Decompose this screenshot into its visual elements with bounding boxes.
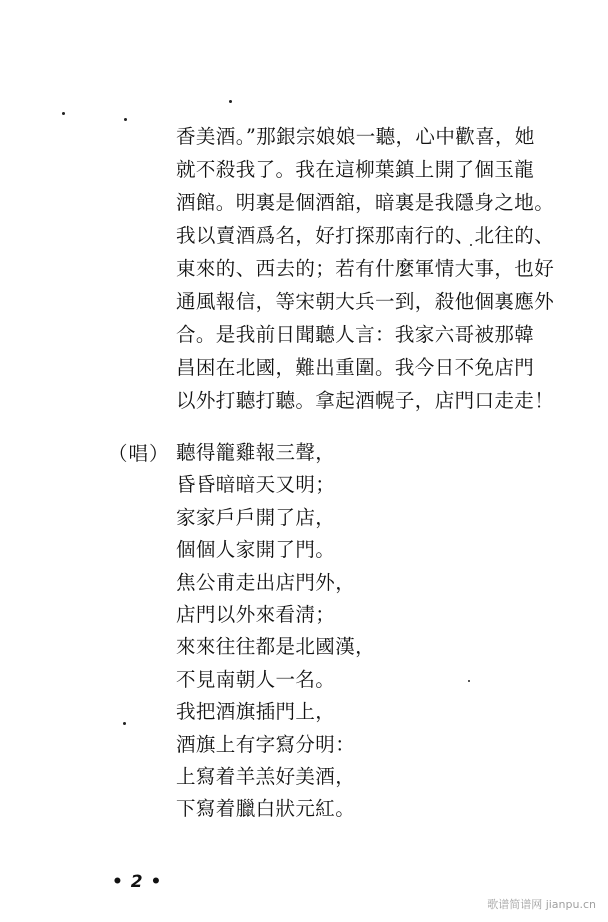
prose-line: 就不殺我了。我在這柳葉鎮上開了個玉龍 [176,158,535,181]
verse-line: 個個人家開了門。 [176,538,336,562]
prose-line: 昌困在北國，難出重圍。我今日不免店門 [176,356,535,379]
verse-line: 焦公甫走出店門外， [176,570,356,594]
verse-block [176,437,536,826]
print-speck [62,112,65,115]
print-speck [123,722,126,725]
verse-line: 上寫着羊羔好美酒， [176,764,356,788]
verse-line: 店門以外來看淸； [176,602,336,626]
page-number-value: 2 [130,872,144,892]
verse-line: 昏昏暗暗天又明； [176,473,336,497]
prose-line: 合。是我前日聞聽人言：我家六哥被那韓 [176,323,535,346]
verse-line: 下寫着臘白狀元紅。 [176,797,356,821]
verse-line: 聽得籠雞報三聲， [176,441,336,464]
prose-line: 我以賣酒爲名，好打探那南行的、北往的、 [176,224,555,247]
prose-line: 香美酒。”那銀宗娘娘一聽，心中歡喜，她 [176,125,535,148]
verse-line: 我把酒旗插門上， [176,700,336,724]
verse-line: 家家戶戶開了店， [176,505,336,529]
page-number-dot: • [112,872,131,892]
prose-line: 通風報信，等宋朝大兵一到，殺他個裏應外 [176,290,555,313]
verse-line: 酒旗上有字寫分明： [176,732,356,756]
print-speck [229,100,232,103]
page-number [112,872,162,892]
site-watermark: 歌谱简谱网 jianpu.cn [487,898,596,911]
sing-marker: （唱） [108,442,170,465]
prose-line: 東來的、西去的；若有什麼軍情大事，也好 [176,257,555,280]
verse-line: 來來往往都是北國漢， [176,635,376,659]
page-number-dot: • [143,872,163,892]
prose-line: 以外打聽打聽。拿起酒幌子，店門口走走！ [176,389,555,412]
prose-paragraph [176,120,576,417]
print-speck [124,118,127,121]
prose-line: 酒館。明裏是個酒舘，暗裏是我隱身之地。 [176,191,555,214]
verse-line: 不見南朝人一名。 [176,667,336,691]
